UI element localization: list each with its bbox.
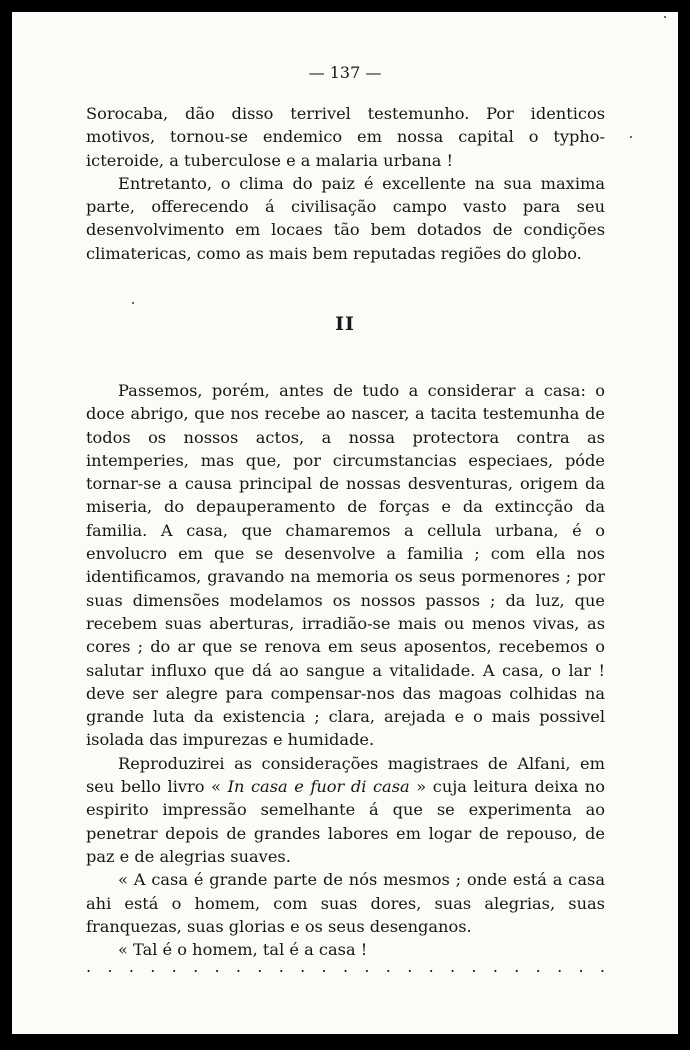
paragraph-quote-end: « Tal é o homem, tal é a casa ! [118,940,368,960]
alfani-text-before: Reproduzirei as considerações magistraes de Alfani, em seu bello livro « [86,753,605,797]
paragraph-continuation: Sorocaba, dão disso terrivel testemunho. Por identicos motivos, tornou-se endemico em nossa capital o typho-icteroide, a tuberculose e a malaria urbana ! [86,104,605,170]
ellipsis-row: . . . . . . . . . . . . . . . . . . . . . . . . . [86,957,605,976]
paragraph-house: Passemos, porém, antes de tudo a considerar a casa: o doce abrigo, que nos recebe ao nascer, a tacita testemunha de todos os nossos actos, a nossa protectora contra as intemperies, mas que, por circumstancias especiaes, póde tornar-se a causa principal de nossas desventuras, origem da miseria, do depauperamento de forças e da extincção da familia. A casa, que chamaremos a cellula urbana, é o envolucro em que se desenvolve a familia ; com ella nos identificamos, gravando na memoria os seus pormenores ; por suas dimensões modelamos os nossos passos ; da luz, que recebem suas aberturas, irradião-se mais ou menos vivas, as cores ; do ar que se renova em seus aposentos, recebemos o salutar influxo que dá ao sangue a vitalidade. A casa, o lar ! deve ser alegre para compensar-nos das magoas colhidas na grande luta da existencia ; clara, arejada e o mais possivel isolada das impurezas e humidade. [86,381,605,750]
section-text-block [86,379,605,961]
paragraph-alfani [86,752,605,868]
paragraph-quote: « A casa é grande parte de nós mesmos ; onde está a casa ahi está o homem, com suas dores, suas alegrias, suas franquezas, suas glorias e os seus desenganos. [86,870,605,936]
print-speck [132,302,134,304]
print-speck [630,136,632,138]
section-heading: II [335,313,355,335]
alfani-text-after: » cuja leitura deixa no espirito impressão semelhante á que se experimenta ao penetrar depois de grandes labores em logar de repouso, de paz e de alegrias suaves. [86,777,605,866]
page-number: — 137 — [308,63,382,82]
print-speck [664,16,666,18]
intro-text-block [86,102,605,265]
book-page [12,12,678,1034]
book-title: In casa e fuor di casa [227,777,410,797]
paragraph-climate: Entretanto, o clima do paiz é excellente na sua maxima parte, offerecendo á civilisação campo vasto para seu desenvolvimento em locaes tão bem dotados de condições climatericas, como as mais bem reputadas regiões do globo. [86,173,605,263]
